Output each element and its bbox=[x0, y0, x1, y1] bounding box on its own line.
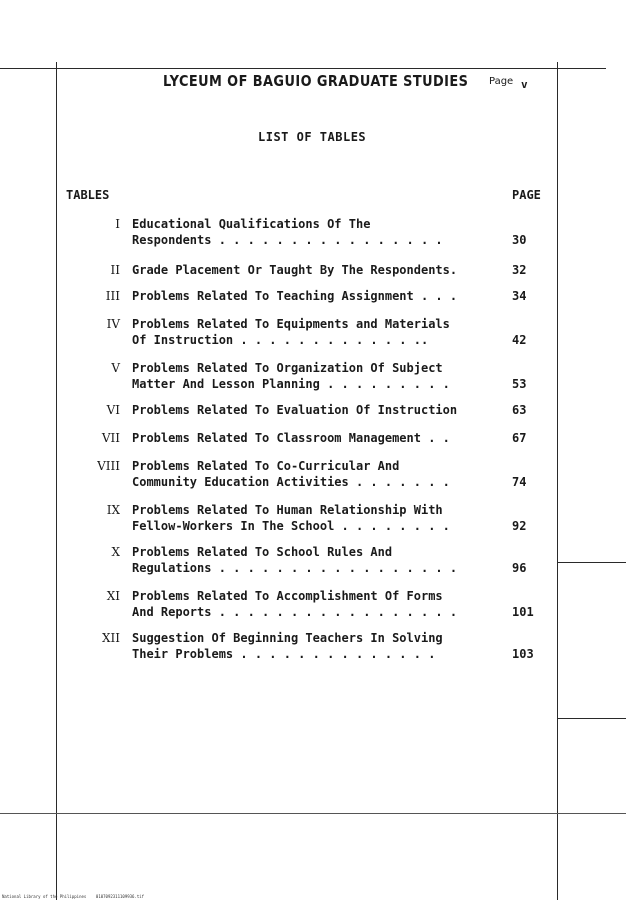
table-entry-page: 92 bbox=[512, 519, 527, 533]
table-entry-title-line: Their Problems . . . . . . . . . . . . . . bbox=[132, 647, 436, 661]
table-entry-title-line: Regulations . . . . . . . . . . . . . . . . . bbox=[132, 561, 458, 575]
table-entry-title-line: Problems Related To Accomplishment Of Forms bbox=[132, 589, 443, 603]
table-entry-number: X bbox=[111, 545, 120, 559]
table-entry bbox=[60, 430, 550, 446]
table-entry-number: VI bbox=[106, 403, 120, 417]
table-entry-number: I bbox=[115, 217, 120, 231]
table-entry bbox=[60, 216, 550, 248]
tables-column-heading: TABLES bbox=[66, 188, 110, 202]
table-entry-title-line: Community Education Activities . . . . . . . bbox=[132, 475, 450, 489]
table-entry-title-line: Grade Placement Or Taught By The Respondents. bbox=[132, 263, 458, 277]
table-entry-title-line: Suggestion Of Beginning Teachers In Solving bbox=[132, 631, 443, 645]
table-entry bbox=[60, 630, 550, 662]
table-entry bbox=[60, 402, 550, 418]
table-entry bbox=[60, 544, 550, 576]
table-entry-number: IV bbox=[106, 317, 120, 331]
table-entry-page: 74 bbox=[512, 475, 527, 489]
table-entry-title-line: Of Instruction . . . . . . . . . . . . .. bbox=[132, 333, 429, 347]
table-entry bbox=[60, 458, 550, 490]
table-entry-title-line: And Reports . . . . . . . . . . . . . . . . . bbox=[132, 605, 458, 619]
table-entry bbox=[60, 316, 550, 348]
table-entry-title-line: Problems Related To Human Relationship With bbox=[132, 503, 443, 517]
table-entry-number: VIII bbox=[97, 459, 120, 473]
list-of-tables-title: LIST OF TABLES bbox=[258, 130, 367, 144]
header-top-rule bbox=[0, 68, 606, 69]
table-entry-page: 32 bbox=[512, 263, 527, 277]
table-entry-title-line: Fellow-Workers In The School . . . . . . . . bbox=[132, 519, 450, 533]
table-entry-title-line: Problems Related To School Rules And bbox=[132, 545, 393, 559]
header-page-number: v bbox=[521, 78, 528, 91]
table-entry-page: 42 bbox=[512, 333, 527, 347]
table-entry-title-line: Problems Related To Teaching Assignment . . . bbox=[132, 289, 458, 303]
table-entry-number: XII bbox=[101, 631, 120, 645]
table-entry-page: 67 bbox=[512, 431, 527, 445]
table-entry-title-line: Educational Qualifications Of The bbox=[132, 217, 371, 231]
header-page-label: Page bbox=[489, 76, 514, 87]
table-entry bbox=[60, 360, 550, 392]
table-entry-title-line: Problems Related To Equipments and Materials bbox=[132, 317, 450, 331]
left-margin-rule bbox=[56, 62, 57, 900]
table-entry-title-line: Problems Related To Organization Of Subject bbox=[132, 361, 443, 375]
right-tick-rule-1 bbox=[557, 562, 626, 563]
table-entry-title-line: Matter And Lesson Planning . . . . . . . . . bbox=[132, 377, 450, 391]
table-entry-number: V bbox=[111, 361, 120, 375]
header-title: LYCEUM OF BAGUIO GRADUATE STUDIES bbox=[163, 72, 469, 90]
table-entry-title-line: Problems Related To Co-Curricular And bbox=[132, 459, 400, 473]
table-entry-number: II bbox=[110, 263, 120, 277]
table-entry-page: 34 bbox=[512, 289, 527, 303]
scan-credit: National Library of the Philippines 0107092311109936.tif bbox=[2, 894, 145, 899]
bottom-rule bbox=[0, 813, 626, 814]
table-entry-number: VII bbox=[101, 431, 120, 445]
table-entry-title-line: Respondents . . . . . . . . . . . . . . . . bbox=[132, 233, 443, 247]
table-entry bbox=[60, 262, 550, 278]
page-column-heading: PAGE bbox=[512, 188, 541, 202]
right-margin-rule bbox=[557, 62, 558, 900]
table-entry bbox=[60, 288, 550, 304]
right-tick-rule-2 bbox=[557, 718, 626, 719]
table-entry-page: 101 bbox=[512, 605, 534, 619]
table-entry-page: 103 bbox=[512, 647, 534, 661]
table-entry bbox=[60, 502, 550, 534]
table-entry-number: XI bbox=[106, 589, 120, 603]
table-entry-title-line: Problems Related To Evaluation Of Instruction bbox=[132, 403, 458, 417]
table-entry-page: 30 bbox=[512, 233, 527, 247]
table-entry-page: 63 bbox=[512, 403, 527, 417]
table-entry-number: IX bbox=[106, 503, 120, 517]
table-entry-number: III bbox=[105, 289, 120, 303]
table-entry bbox=[60, 588, 550, 620]
table-entry-title-line: Problems Related To Classroom Management . . bbox=[132, 431, 450, 445]
table-entry-page: 96 bbox=[512, 561, 527, 575]
table-entry-page: 53 bbox=[512, 377, 527, 391]
